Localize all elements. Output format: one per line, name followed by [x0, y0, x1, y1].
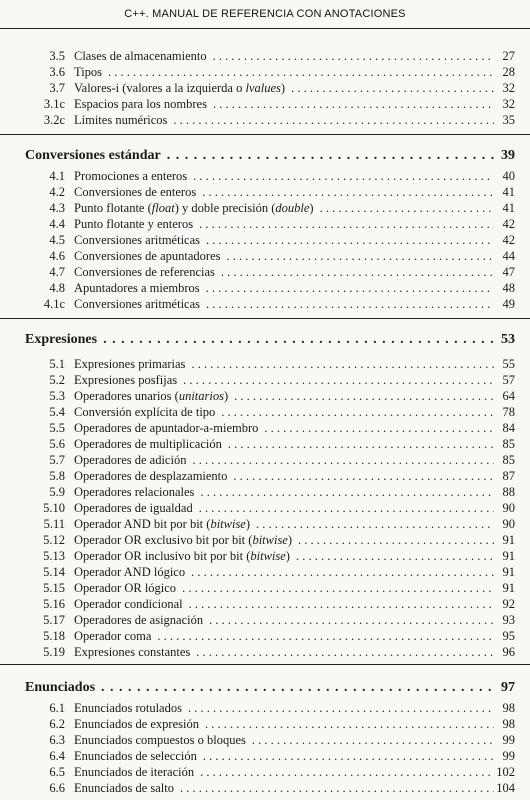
dot-leader — [193, 168, 494, 184]
entry-title: Conversión explícita de tipo — [74, 405, 216, 419]
entry-title: Operadores de adición — [74, 453, 187, 467]
section-number: 5.19 — [43, 645, 65, 659]
dot-leader — [320, 200, 494, 216]
toc-entry-row[interactable] — [0, 388, 530, 404]
entry-title: Clases de almacenamiento — [74, 49, 207, 63]
toc-entry-row[interactable] — [0, 216, 530, 232]
chapter-title: Conversiones estándar — [25, 148, 161, 163]
section-number: 5.15 — [43, 581, 65, 595]
entry-title: Operadores de multiplicación — [74, 437, 222, 451]
section-number: 5.8 — [49, 469, 65, 483]
toc-entry-row[interactable] — [0, 484, 530, 500]
dot-leader — [157, 628, 494, 644]
page-number: 64 — [502, 389, 515, 403]
entry-title: Expresiones constantes — [74, 645, 191, 659]
toc-entry-row[interactable] — [0, 112, 530, 128]
dot-leader — [291, 80, 494, 96]
toc-entry-row[interactable] — [0, 96, 530, 112]
toc-entry-row[interactable] — [0, 184, 530, 200]
dot-leader — [256, 516, 494, 532]
entry-title: Tipos — [74, 65, 103, 79]
toc-entry-row[interactable] — [0, 248, 530, 264]
page-number: 44 — [502, 249, 515, 263]
dot-leader — [228, 436, 494, 452]
dot-leader — [234, 388, 494, 404]
entry-title: Conversiones aritméticas — [74, 233, 201, 247]
entry-line — [74, 732, 500, 748]
entry-line — [25, 148, 500, 164]
toc-entry-row[interactable] — [0, 264, 530, 280]
dot-leader — [209, 612, 494, 628]
entry-title: Operador OR exclusivo bit por bit (bitwise) — [74, 533, 293, 547]
page-number: 28 — [502, 65, 515, 79]
entry-line — [74, 764, 500, 780]
entry-line — [74, 184, 500, 200]
section-number: 4.6 — [49, 249, 65, 263]
toc-entry-row[interactable] — [0, 716, 530, 732]
entry-line — [74, 548, 500, 564]
page-number: 32 — [502, 81, 515, 95]
entry-line — [74, 500, 500, 516]
page-number: 96 — [502, 645, 515, 659]
dot-leader — [180, 780, 494, 796]
entry-line — [74, 644, 500, 660]
entry-line — [25, 332, 500, 348]
toc-entry-row[interactable] — [0, 628, 530, 644]
section-number: 4.7 — [49, 265, 65, 279]
section-number: 5.2 — [49, 373, 65, 387]
entry-title: Límites numéricos — [74, 113, 168, 127]
toc-entry-row[interactable] — [0, 64, 530, 80]
section-number: 6.1 — [49, 701, 65, 715]
dot-leader — [188, 700, 494, 716]
section-number: 4.2 — [49, 185, 65, 199]
toc-entry-row[interactable] — [0, 580, 530, 596]
entry-title: Operadores de igualdad — [74, 501, 193, 515]
toc-entry-row[interactable] — [0, 732, 530, 748]
entry-title: Apuntadores a miembros — [74, 281, 200, 295]
entry-line — [74, 200, 500, 216]
entry-title: Operador coma — [74, 629, 152, 643]
entry-title: Punto flotante (float) y doble precisión (double) — [74, 201, 314, 215]
page-number: 35 — [502, 113, 515, 127]
section-number: 6.3 — [49, 733, 65, 747]
entry-line — [74, 596, 500, 612]
entry-title: Espacios para los nombres — [74, 97, 207, 111]
entry-title: Operadores de asignación — [74, 613, 204, 627]
page-number: 84 — [502, 421, 515, 435]
page-number: 57 — [502, 373, 515, 387]
dot-leader — [203, 748, 494, 764]
dot-leader — [200, 484, 494, 500]
page-number: 102 — [496, 765, 515, 779]
page-number: 85 — [502, 453, 515, 467]
toc-chapter-row[interactable] — [0, 332, 530, 348]
entry-line — [25, 680, 500, 696]
dot-leader — [296, 548, 494, 564]
page-number: 41 — [502, 201, 515, 215]
page-number: 95 — [502, 629, 515, 643]
page-number: 91 — [502, 533, 515, 547]
chapter-title: Expresiones — [25, 332, 98, 347]
entry-title: Enunciados rotulados — [74, 701, 182, 715]
dot-leader — [182, 580, 494, 596]
dot-leader — [252, 732, 494, 748]
dot-leader — [298, 532, 494, 548]
page-number: 97 — [501, 680, 515, 695]
section-number: 5.12 — [43, 533, 65, 547]
entry-title: Operadores de desplazamiento — [74, 469, 228, 483]
dot-leader — [183, 372, 494, 388]
entry-title: Operador AND bit por bit (bitwise) — [74, 517, 251, 531]
section-number: 3.1c — [43, 97, 65, 111]
page-number: 99 — [502, 733, 515, 747]
page-number: 98 — [502, 717, 515, 731]
section-rule — [0, 318, 530, 319]
toc-entry-row[interactable] — [0, 280, 530, 296]
toc-entry-row[interactable] — [0, 700, 530, 716]
toc-entry-row[interactable] — [0, 532, 530, 548]
dot-leader — [233, 468, 494, 484]
toc-chapter-row[interactable] — [0, 680, 530, 696]
section-number: 5.6 — [49, 437, 65, 451]
entry-line — [74, 64, 500, 80]
running-head: C++. MANUAL DE REFERENCIA CON ANOTACIONES — [124, 8, 406, 20]
entry-line — [74, 356, 500, 372]
entry-line — [74, 484, 500, 500]
toc-entry-row[interactable] — [0, 48, 530, 64]
section-number: 5.18 — [43, 629, 65, 643]
section-rule — [0, 664, 530, 665]
page-number: 47 — [502, 265, 515, 279]
entry-line — [74, 112, 500, 128]
toc-entry-row[interactable] — [0, 596, 530, 612]
toc-entry-row[interactable] — [0, 748, 530, 764]
entry-title: Operador OR lógico — [74, 581, 177, 595]
entry-line — [74, 372, 500, 388]
section-number: 3.2c — [43, 113, 65, 127]
toc-entry-row[interactable] — [0, 296, 530, 312]
page-number: 53 — [501, 332, 515, 347]
dot-leader — [192, 452, 494, 468]
dot-leader — [199, 216, 494, 232]
entry-line — [74, 564, 500, 580]
entry-line — [74, 748, 500, 764]
dot-leader — [103, 332, 494, 348]
entry-title: Conversiones de referencias — [74, 265, 215, 279]
toc-entry-row[interactable] — [0, 780, 530, 796]
entry-line — [74, 280, 500, 296]
entry-title: Enunciados de iteración — [74, 765, 195, 779]
dot-leader — [206, 232, 494, 248]
entry-line — [74, 404, 500, 420]
entry-line — [74, 700, 500, 716]
entry-line — [74, 264, 500, 280]
toc-entry-row[interactable] — [0, 436, 530, 452]
entry-line — [74, 468, 500, 484]
page-number: 42 — [502, 217, 515, 231]
page-number: 41 — [502, 185, 515, 199]
toc-chapter-row[interactable] — [0, 148, 530, 164]
section-rule — [0, 134, 530, 135]
page-number: 85 — [502, 437, 515, 451]
entry-title: Expresiones primarias — [74, 357, 186, 371]
section-number: 5.11 — [43, 517, 65, 531]
toc-entry-row[interactable] — [0, 516, 530, 532]
dot-leader — [202, 184, 494, 200]
dot-leader — [191, 356, 494, 372]
dot-leader — [213, 48, 494, 64]
page-number: 40 — [502, 169, 515, 183]
page-number: 91 — [502, 581, 515, 595]
page-number: 78 — [502, 405, 515, 419]
page-number: 104 — [496, 781, 515, 795]
entry-line — [74, 580, 500, 596]
page-number: 98 — [502, 701, 515, 715]
section-number: 3.7 — [49, 81, 65, 95]
page-number: 91 — [502, 549, 515, 563]
entry-line — [74, 628, 500, 644]
dot-leader — [199, 500, 494, 516]
entry-title: Enunciados de salto — [74, 781, 174, 795]
page-number: 91 — [502, 565, 515, 579]
entry-line — [74, 232, 500, 248]
section-number: 6.6 — [49, 781, 65, 795]
entry-line — [74, 296, 500, 312]
entry-title: Operadores unarios (unitarios) — [74, 389, 229, 403]
section-number: 5.10 — [43, 501, 65, 515]
entry-line — [74, 516, 500, 532]
page-number: 49 — [502, 297, 515, 311]
section-number: 6.4 — [49, 749, 65, 763]
entry-title: Operadores de apuntador-a-miembro — [74, 421, 259, 435]
toc-entry-row[interactable] — [0, 612, 530, 628]
section-number: 5.5 — [49, 421, 65, 435]
entry-line — [74, 80, 500, 96]
section-number: 3.6 — [49, 65, 65, 79]
toc-entry-row[interactable] — [0, 404, 530, 420]
entry-title: Operador AND lógico — [74, 565, 186, 579]
entry-title: Conversiones aritméticas — [74, 297, 201, 311]
section-number: 5.14 — [43, 565, 65, 579]
toc-entry-row[interactable] — [0, 232, 530, 248]
entry-title: Conversiones de apuntadores — [74, 249, 221, 263]
dot-leader — [221, 264, 494, 280]
section-number: 4.3 — [49, 201, 65, 215]
dot-leader — [167, 148, 494, 164]
page-number: 92 — [502, 597, 515, 611]
toc-entry-row[interactable] — [0, 80, 530, 96]
section-number: 4.1c — [43, 297, 65, 311]
dot-leader — [206, 280, 494, 296]
dot-leader — [200, 764, 494, 780]
section-number: 6.2 — [49, 717, 65, 731]
entry-title: Valores-i (valores a la izquierda o lvalues) — [74, 81, 286, 95]
toc-entry-row[interactable] — [0, 548, 530, 564]
page-number: 55 — [502, 357, 515, 371]
entry-title: Conversiones de enteros — [74, 185, 197, 199]
entry-title: Promociones a enteros — [74, 169, 188, 183]
toc-entry-row[interactable] — [0, 564, 530, 580]
section-number: 5.17 — [43, 613, 65, 627]
dot-leader — [221, 404, 494, 420]
entry-line — [74, 96, 500, 112]
section-number: 4.4 — [49, 217, 65, 231]
entry-line — [74, 532, 500, 548]
entry-line — [74, 216, 500, 232]
dot-leader — [213, 96, 494, 112]
section-number: 5.4 — [49, 405, 65, 419]
section-number: 5.16 — [43, 597, 65, 611]
entry-title: Operador condicional — [74, 597, 183, 611]
section-number: 6.5 — [49, 765, 65, 779]
entry-line — [74, 436, 500, 452]
page-number: 90 — [502, 501, 515, 515]
page-number: 87 — [502, 469, 515, 483]
toc-entry-row[interactable] — [0, 452, 530, 468]
entry-title: Expresiones posfijas — [74, 373, 178, 387]
dot-leader — [205, 716, 494, 732]
entry-title: Enunciados de selección — [74, 749, 197, 763]
entry-line — [74, 780, 500, 796]
toc-entry-row[interactable] — [0, 200, 530, 216]
section-number: 5.13 — [43, 549, 65, 563]
entry-line — [74, 388, 500, 404]
chapter-title: Enunciados — [25, 680, 96, 695]
page-number: 88 — [502, 485, 515, 499]
entry-title: Punto flotante y enteros — [74, 217, 194, 231]
page-number: 27 — [502, 49, 515, 63]
section-number: 3.5 — [49, 49, 65, 63]
entry-line — [74, 420, 500, 436]
page-number: 32 — [502, 97, 515, 111]
entry-title: Operadores relacionales — [74, 485, 195, 499]
dot-leader — [173, 112, 494, 128]
entry-line — [74, 452, 500, 468]
section-number: 4.1 — [49, 169, 65, 183]
dot-leader — [227, 248, 495, 264]
toc-entry-row[interactable] — [0, 644, 530, 660]
entry-line — [74, 248, 500, 264]
dot-leader — [264, 420, 494, 436]
dot-leader — [101, 680, 494, 696]
toc-entry-row[interactable] — [0, 420, 530, 436]
dot-leader — [196, 644, 494, 660]
entry-line — [74, 716, 500, 732]
page-number: 99 — [502, 749, 515, 763]
section-number: 4.5 — [49, 233, 65, 247]
toc-entry-row[interactable] — [0, 764, 530, 780]
entry-title: Enunciados compuestos o bloques — [74, 733, 246, 747]
entry-title: Enunciados de expresión — [74, 717, 199, 731]
entry-line — [74, 612, 500, 628]
section-number: 5.7 — [49, 453, 65, 467]
entry-title: Operador OR inclusivo bit por bit (bitwise) — [74, 549, 290, 563]
page-number: 39 — [501, 148, 515, 163]
page-number: 93 — [502, 613, 515, 627]
page-number: 48 — [502, 281, 515, 295]
dot-leader — [108, 64, 494, 80]
page-number: 90 — [502, 517, 515, 531]
toc-entry-row[interactable] — [0, 500, 530, 516]
section-number: 4.8 — [49, 281, 65, 295]
section-number: 5.9 — [49, 485, 65, 499]
toc-entry-row[interactable] — [0, 372, 530, 388]
entry-line — [74, 48, 500, 64]
section-number: 5.3 — [49, 389, 65, 403]
toc-entry-row[interactable] — [0, 356, 530, 372]
toc-entry-row[interactable] — [0, 168, 530, 184]
dot-leader — [189, 596, 494, 612]
entry-line — [74, 168, 500, 184]
dot-leader — [191, 564, 494, 580]
section-number: 5.1 — [49, 357, 65, 371]
page-number: 42 — [502, 233, 515, 247]
toc-entry-row[interactable] — [0, 468, 530, 484]
dot-leader — [206, 296, 494, 312]
